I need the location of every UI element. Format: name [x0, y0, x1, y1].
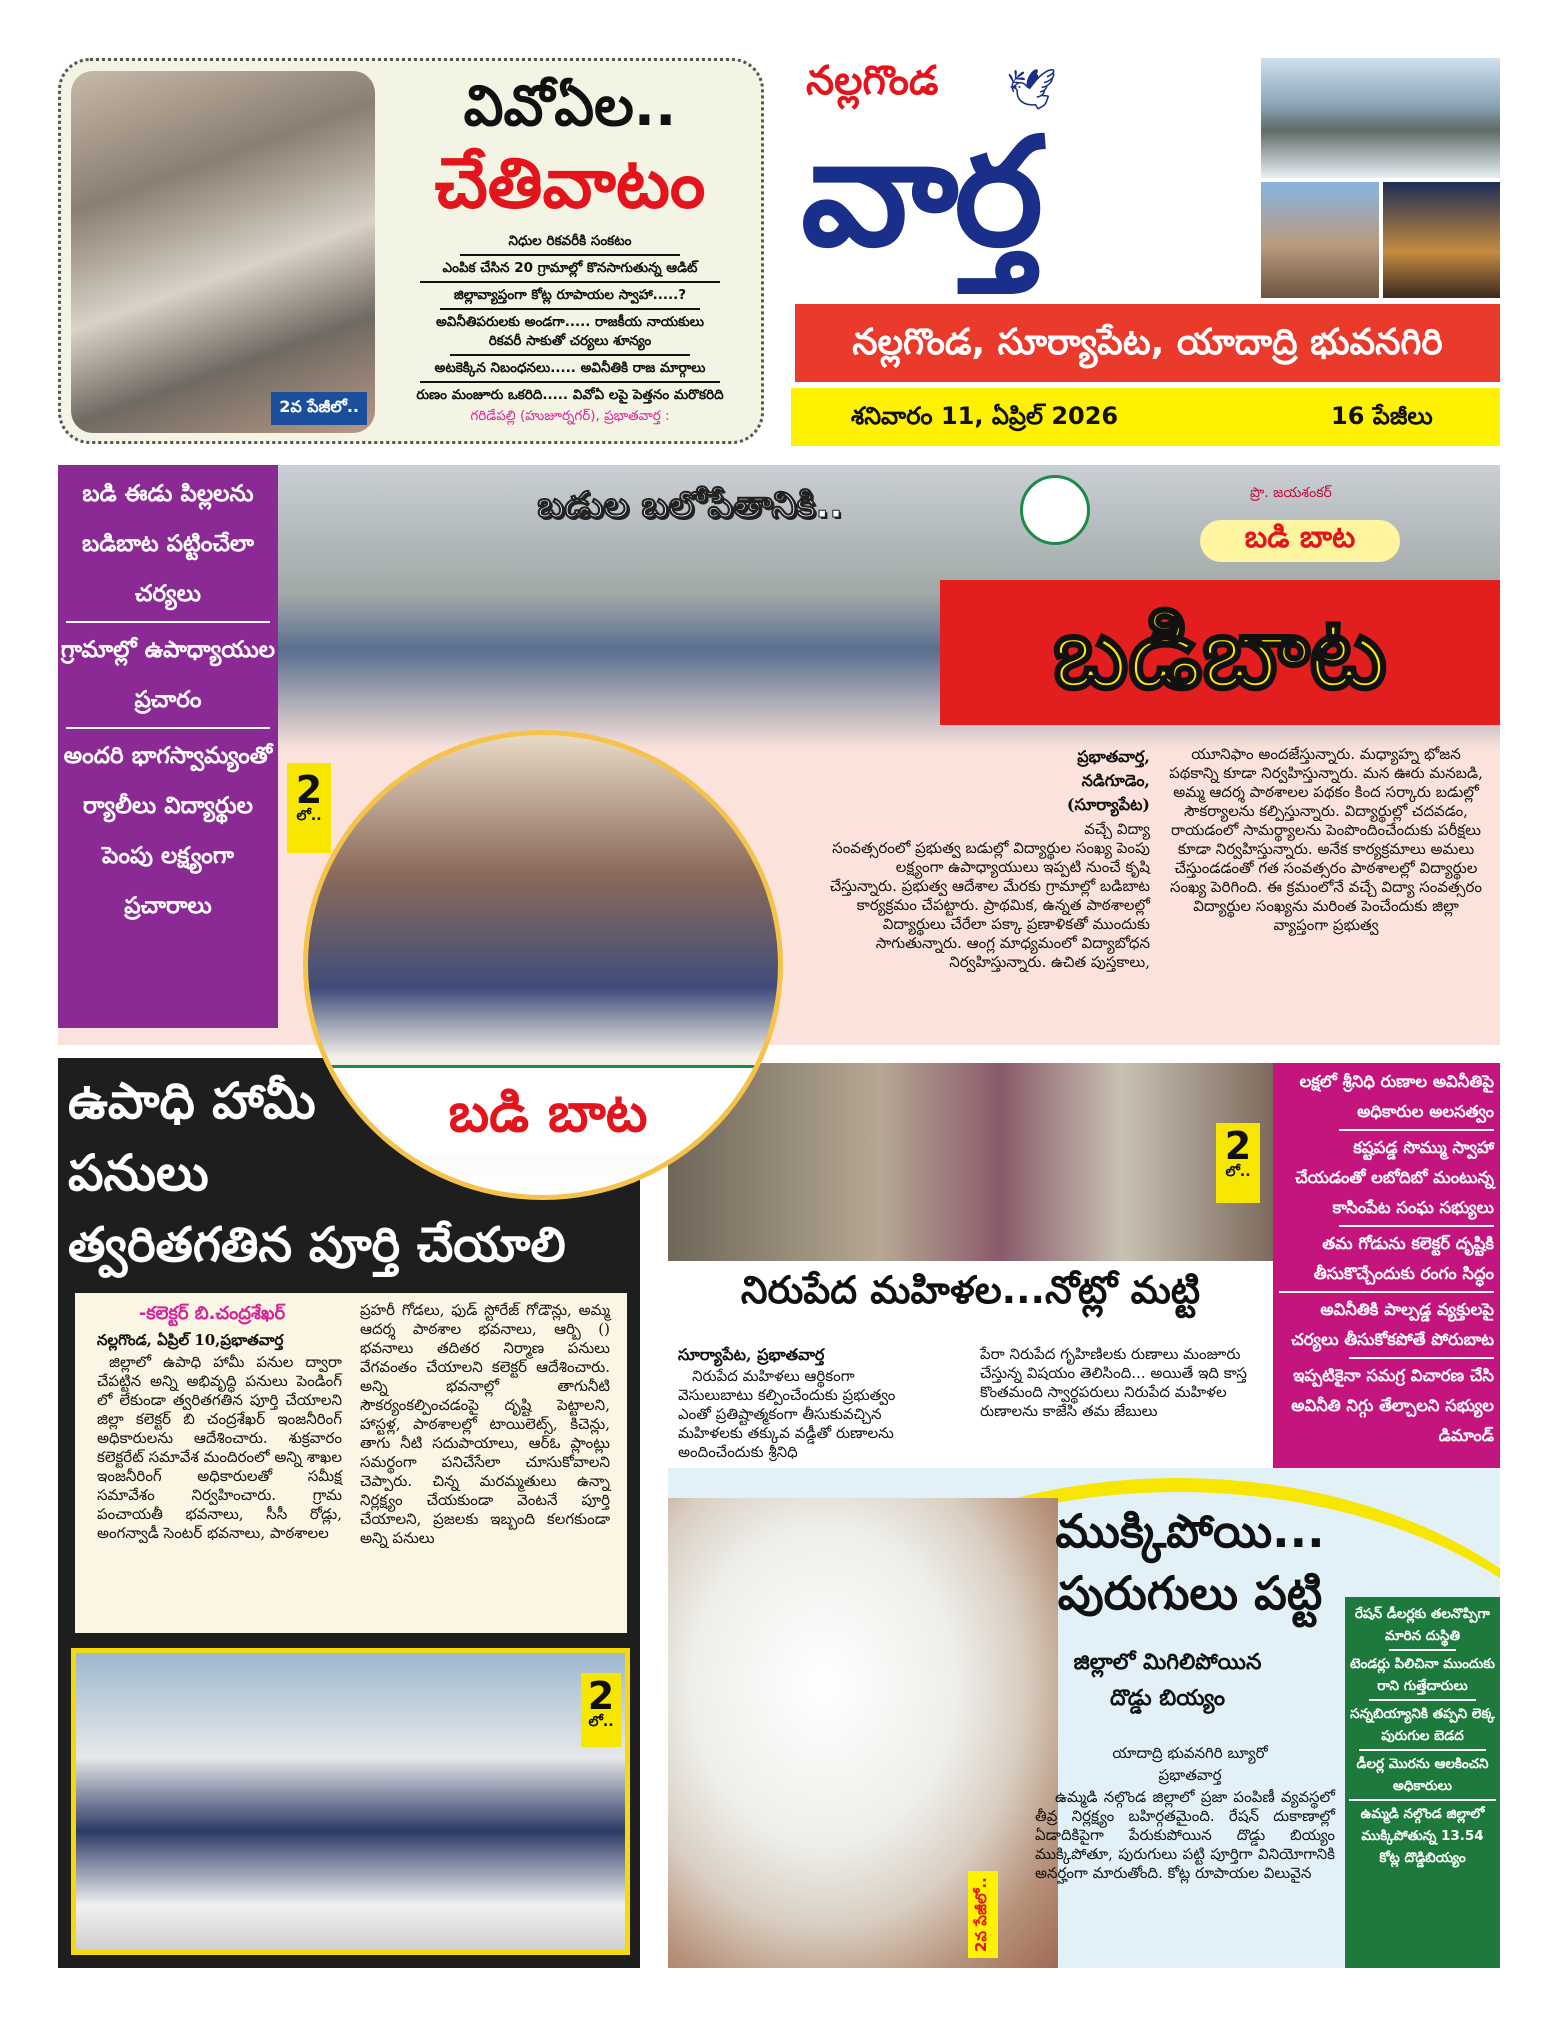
- headline-line: ఉపాధి హామీ: [68, 1072, 316, 1130]
- badibata-sidebar: [58, 465, 278, 1028]
- sidebar-deck: బడి ఈడు పిల్లలను బడిబాట పట్టించేలా చర్యలు: [81, 481, 255, 607]
- badibata-logo-small: బడి బాట: [1200, 520, 1400, 562]
- page-2-tag[interactable]: [1216, 1123, 1260, 1203]
- sidebar-deck: ఉమ్మడి నల్గొండ జిల్లాలో ముక్కిపోతున్న 13.54 కోట్ల దొడ్డిబియ్యం: [1360, 1806, 1485, 1866]
- telangana-emblem-icon: [1020, 475, 1090, 545]
- badibata-headline[interactable]: బడుల బలోపేతానికి..: [537, 485, 843, 526]
- deck: అటకెక్కిన నిబంధనలు..... అవినీతికి రాజ మార్గాలు: [434, 360, 706, 376]
- deck: రికవరీ సాకుతో చర్యలు శూన్యం: [488, 333, 652, 349]
- page-2-tag[interactable]: [287, 763, 331, 853]
- tag-number: 2: [587, 1674, 615, 1718]
- tag-label: లో..: [1225, 1164, 1251, 1180]
- deck: ఎంపిక చేసిన 20 గ్రామాల్లో కొనసాగుతున్న ఆడిట్: [442, 260, 698, 276]
- banner-text: బడి బాట: [448, 1081, 648, 1144]
- logo-caption: ప్రొ. జయశంకర్: [1250, 485, 1332, 501]
- dateline-1: యాదాద్రి భువనగిరి బ్యూరో: [1112, 1744, 1268, 1762]
- badibata-logo: [940, 580, 1500, 725]
- date-band: [791, 388, 1500, 446]
- rally-banner: [328, 1065, 768, 1155]
- logo-main: వార్త: [801, 106, 1040, 280]
- dateline: గరిడేపల్లి (హుజూర్నగర్), ప్రభాతవార్త :: [470, 408, 670, 424]
- sidebar-deck: టెండర్లు పిలిచినా ముందుకు రాని గుత్తేదారులు: [1350, 1656, 1495, 1694]
- tag-number: 2: [1224, 1124, 1252, 1168]
- byline: -కలెక్టర్ బి.చంద్రశేఖర్: [138, 1303, 286, 1324]
- sidebar-deck: డీలర్ల మొరను ఆలకించని అధికారులు: [1356, 1756, 1489, 1794]
- upadhi-col1: జిల్లాలో ఉపాధి హామీ పనుల ద్వారా చేపట్టిన అన్ని అభివృద్ధి పనులు పెండింగ్ లో లేకుండా త్వరితగతిన పూర్తి చేయాలని జిల్లా కలెక్టర్ బి చంద్రశేఖర్ ఇంజనీరింగ్ అధికారులను ఆదేశించారు. శుక్రవారం కలెక్టరేట్ సమావేశ మందిరంలో అన్ని శాఖల ఇంజనీరింగ్ అధికారులతో సమీక్ష సమావేశం నిర్వహించారు. గ్రామ పంచాయతీ భవనాలు, సీసీ రోడ్లు, అంగన్వాడీ సెంటర్ భవనాలు, పాఠశాలల: [97, 1353, 342, 1542]
- lead-headline-2[interactable]: చేతివాటం: [434, 142, 706, 224]
- upadhi-col2: ప్రహరీ గోడలు, ఫుడ్ స్టోరేజ్ గోడౌన్లు, అమ్మ ఆదర్శ పాఠశాల భవనాలు, ఆర్బి () భవనాలు తదితర నిర్మాణ పనులు వేగవంతం చేయాలని కలెక్టర్ ఆదేశించారు. అన్ని భవనాల్లో తాగునీటి సౌకర్యంకల్పించడంపై దృష్టి పెట్టాలని, హాస్టళ్ల, పాఠశాలల్లో టాయిలెట్స్, కిచెన్లు, తాగు నీటి సదుపాయాలు, ఆర్ఓ ప్లాంట్లు సమర్థంగా పనిచేసేలా చూసుకోవాలని చెప్పారు. చిన్న మరమ్మతులు ఉన్నా నిర్లక్ష్యం చేయకుండా వెంటనే పూర్తి చేయాలని, ప్రజలకు ఇబ్బంది కలగకుండా అన్ని పనులు: [360, 1301, 610, 1547]
- deck: రుణం మంజూరు ఒకరిది..... వివోఏ లపై పెత్తనం మరొకరిది: [416, 387, 724, 403]
- badibata-dateline: ప్రభాతవార్త, నడిగూడెం, (సూర్యాపేట): [1066, 747, 1150, 814]
- headline-line: పురుగులు పట్టి: [1057, 1566, 1323, 1620]
- headline-line: పనులు: [68, 1144, 209, 1202]
- headline-line: త్వరితగతిన పూర్తి చేయాలి: [68, 1217, 566, 1273]
- masthead: [791, 58, 1500, 446]
- lead-decks: [390, 232, 750, 426]
- women-col2: పేరా నిరుపేద గృహిణిలకు రుణాలు మంజూరు చేస్తున్న విషయం తెలిసింది... అయితే ఇది కాస్త కొంతమంది స్వార్థపరులు నిరుపేద మహిళల రుణాలను కాజేసి తమ జేబులు: [980, 1345, 1247, 1420]
- sidebar-deck: తమ గోడును కలెక్టర్ దృష్టికి తీసుకొచ్చేందుకు రంగం సిద్ధం: [1313, 1234, 1494, 1283]
- dateline: నల్లగొండ, ఏప్రిల్ 10,ప్రభాతవార్త: [97, 1331, 284, 1349]
- rice-subheadline: జిల్లాలో మిగిలిపోయిన దొడ్డు బియ్యం: [1073, 1650, 1262, 1711]
- rice-photo: [668, 1498, 1058, 1968]
- badibata-col1: వచ్చే విద్యా సంవత్సరంలో ప్రభుత్వ బడుల్లో విద్యార్థుల సంఖ్య పెంపు లక్ష్యంగా ఉపాధ్యాయులు ఇప్పటి నుంచే కృషి చేస్తున్నారు. ప్రభుత్వ ఆదేశాల మేరకు గ్రామాల్లో బడిబాట కార్యక్రమం చేపట్టారు. ప్రాథమిక, ఉన్నత పాఠశాలల్లో విద్యార్థులు చేరేలా పక్కా ప్రణాళికతో ముందుకు సాగుతున్నారు. ఆంగ్ల మాధ్యమంలో విద్యాబోధన నిర్వహిస్తున్నారు. ఉచిత పుస్తకాలు,: [829, 820, 1150, 971]
- rally-photo: [303, 730, 783, 1200]
- night-temple-photo: [1383, 182, 1500, 298]
- lead-headline-1[interactable]: వివోఏల..: [463, 74, 677, 139]
- page-2-tag[interactable]: [581, 1673, 621, 1747]
- rice-sidebar: [1345, 1597, 1500, 1968]
- regions-band: నల్లగొండ, సూర్యాపేట, యాదాద్రి భువనగిరి: [795, 304, 1500, 382]
- badibata-logo-text: బడిబాట: [1053, 594, 1387, 711]
- deck: అవినీతిపరులకు అండగా..... రాజకీయ నాయకులు: [435, 314, 705, 330]
- deck: జిల్లావ్యాప్తంగా కోట్ల రూపాయల స్వాహా.....?: [453, 287, 687, 303]
- women-dateline: సూర్యాపేట, ప్రభాతవార్త: [678, 1345, 825, 1364]
- badibata-col2: యూనిఫాం అందజేస్తున్నారు. మధ్యాహ్న భోజన పథకాన్ని కూడా నిర్వహిస్తున్నారు. మన ఊరు మనబడి, అమ్మ ఆదర్శ పాఠశాలల పథకం కింద సర్కారు బడుల్లో సౌకర్యాలను కల్పిస్తున్నారు. విద్యార్థుల్లో చదవడం, రాయడంలో సామర్థ్యాలను పెంపొందించేందుకు పరీక్షలు కూడా నిర్వహిస్తున్నారు. అనేక కార్యక్రమాలు అమలు చేస్తుండడంతో గత సంవత్సరం పాఠశాలల్లో విద్యార్థుల సంఖ్య పెరిగింది. ఈ క్రమంలోనే వచ్చే విద్యా సంవత్సరం విద్యార్థుల సంఖ్యను మరింత పెంచేందుకు జిల్లా వ్యాప్తంగా ప్రభుత్వ: [1169, 745, 1483, 934]
- tag-label: లో..: [588, 1714, 614, 1730]
- page-count: 16 పేజీలు: [1331, 402, 1433, 430]
- dam-photo: [1261, 58, 1500, 178]
- page-ref-vertical[interactable]: 2వ పేజీలో..: [968, 1871, 998, 1958]
- rice-body: ఉమ్మడి నల్గొండ జిల్లాలో ప్రజా పంపిణీ వ్యవస్థలో తీవ్ర నిర్లక్ష్యం బహిర్గతమైంది. రేషన్ దుకాణాల్లో ఏడాదికిపైగా పేరుకుపోయిన దొడ్డు బియ్యం ముక్కిపోతూ, పురుగులు పట్టి పూర్తిగా వినియోగానికి అనర్హంగా మారుతోంది. కోట్ల రూపాయల విలువైన: [1035, 1788, 1335, 1882]
- money-photo: [71, 71, 375, 433]
- logo-top: నల్లగొండ: [806, 58, 939, 104]
- rice-headline[interactable]: [1040, 1500, 1340, 1624]
- issue-date: శనివారం 11, ఏప్రిల్ 2026: [851, 402, 1119, 430]
- sidebar-deck: గ్రామాల్లో ఉపాధ్యాయుల ప్రచారం: [60, 637, 276, 713]
- dateline-2: ప్రభాతవార్త: [1158, 1766, 1222, 1784]
- women-sidebar: [1273, 1063, 1500, 1526]
- dove-icon: 🕊: [1006, 67, 1057, 113]
- collector-meeting-photo: [71, 1648, 630, 1955]
- women-col1: నిరుపేద మహిళలు ఆర్థికంగా వెసులుబాటు కల్పించేందుకు ప్రభుత్వం ఎంతో ప్రతిష్టాత్మకంగా తీసుకువచ్చిన మహిళలకు తక్కువ వడ్డీతో రుణాలను అందించేందుకు శ్రీనిధి: [678, 1367, 896, 1461]
- deck: నిధుల రికవరీకి సంకటం: [508, 233, 632, 249]
- sidebar-deck: అవినీతికి పాల్పడ్డ వ్యక్తులపై చర్యలు తీసుకోకపోతే పోరుబాట: [1291, 1300, 1494, 1349]
- tag-number: 2: [295, 768, 323, 812]
- sidebar-deck: అందరి భాగస్వామ్యంతో ర్యాలీలు విద్యార్థుల పెంపు లక్ష్యంగా ప్రచారాలు: [63, 743, 273, 919]
- sidebar-deck: సన్నబియ్యానికి తప్పని లెక్క పురుగుల బెడద: [1350, 1706, 1495, 1744]
- page-ref-tag[interactable]: 2వ పేజీలో..: [271, 392, 367, 425]
- tag-label: లో..: [296, 808, 322, 824]
- sidebar-deck: కష్టపడ్డ సొమ్ము స్వాహా చేయడంతో లబోదిబో మంటున్న కాసింపేట సంఘ సభ్యులు: [1295, 1138, 1494, 1217]
- sidebar-deck: లక్షలో శ్రీనిధి రుణాల అవినీతిపై అధికారుల అలసత్వం: [1299, 1072, 1494, 1121]
- upadhi-article: [75, 1293, 627, 1633]
- headline-line: ముక్కిపోయి...: [1055, 1504, 1325, 1558]
- rice-dateline: [1040, 1742, 1340, 1786]
- temple-photo: [1261, 182, 1379, 298]
- women-headline[interactable]: నిరుపేద మహిళల...నోట్లో మట్టి: [740, 1268, 1201, 1312]
- sidebar-deck: రేషన్ డీలర్లకు తలనొప్పిగా మారిన దుస్థితి: [1355, 1606, 1490, 1644]
- sidebar-deck: ఇప్పటికైనా సమగ్ర విచారణ చేసి అవినీతి నిగ్గు తేల్చాలని సభ్యుల డిమాండ్: [1291, 1366, 1494, 1445]
